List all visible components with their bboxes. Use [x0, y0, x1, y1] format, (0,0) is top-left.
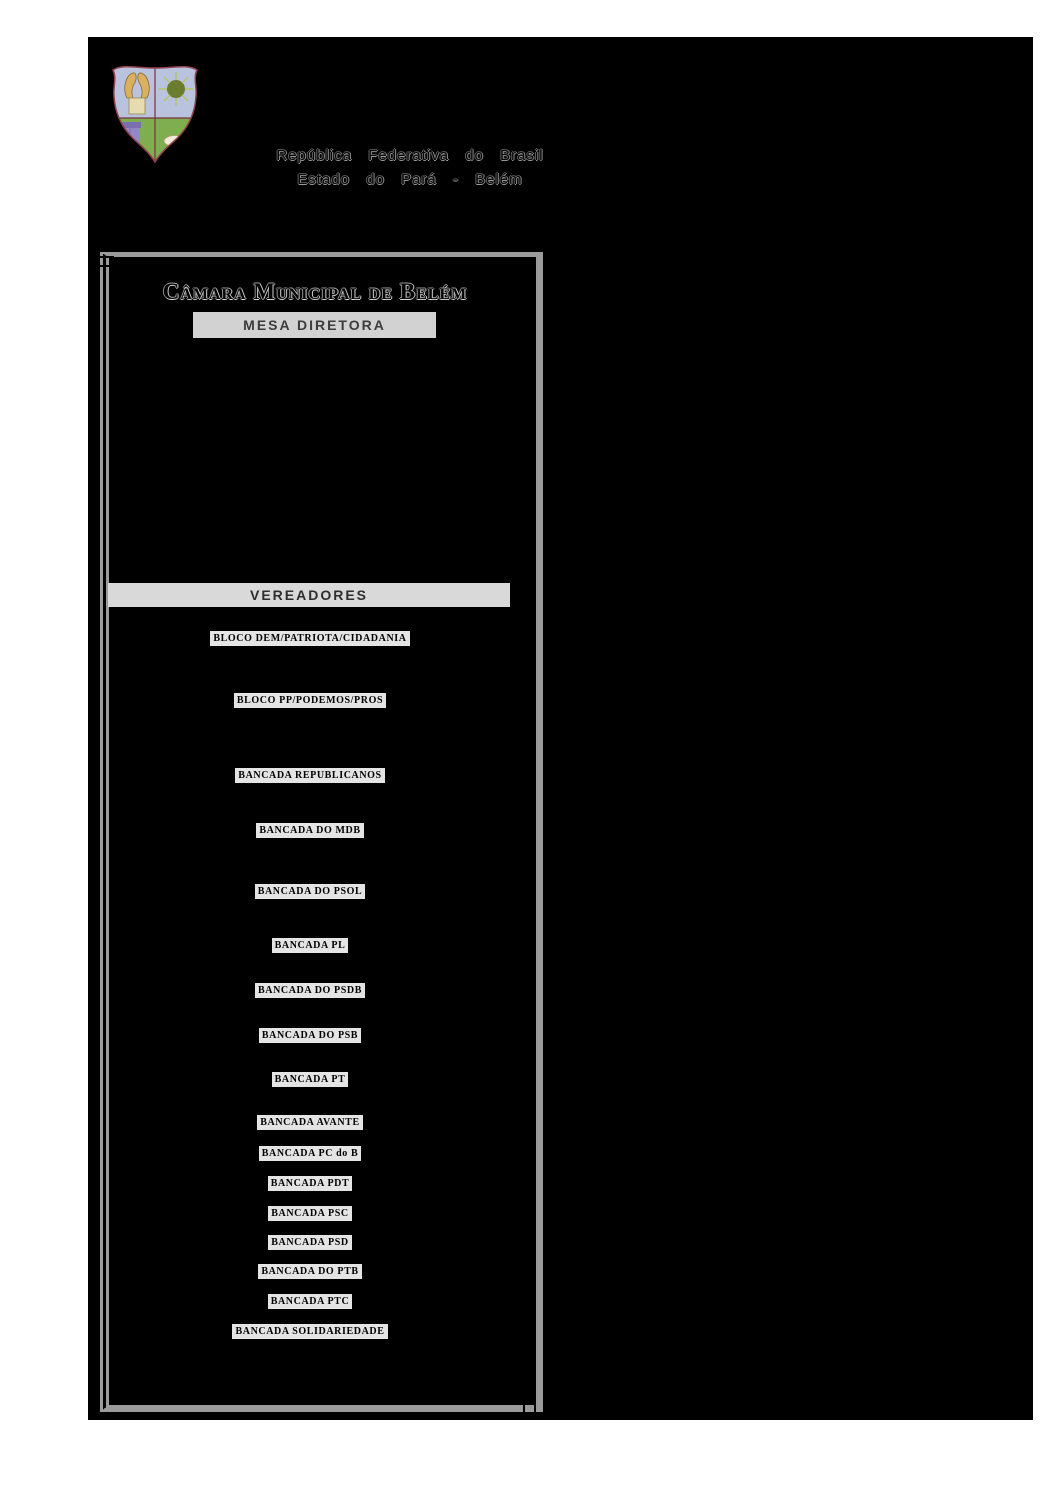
- group-chip: BANCADA AVANTE: [257, 1115, 362, 1130]
- group-chip: BANCADA DO PSB: [259, 1028, 361, 1043]
- header-country-line: República Federativa do Brasil: [276, 147, 544, 164]
- group-chip: BANCADA PSD: [268, 1235, 351, 1250]
- group-chip: BANCADA PT: [272, 1072, 349, 1087]
- group-label-bancada-pt: [109, 1069, 511, 1087]
- group-label-bancada-psdb: [109, 980, 511, 998]
- group-label-bloco-pp-podemos-pros: [109, 690, 511, 708]
- group-chip: BANCADA PL: [272, 938, 349, 953]
- section-mark-bottom-right: [523, 1399, 536, 1413]
- group-label-bancada-mdb: [109, 820, 511, 838]
- group-label-bancada-psc: [109, 1203, 511, 1221]
- mesa-diretora-label: MESA DIRETORA: [243, 317, 386, 333]
- content-frame: [100, 252, 543, 1412]
- group-chip: BANCADA REPUBLICANOS: [235, 768, 384, 783]
- group-chip: BLOCO PP/PODEMOS/PROS: [234, 693, 386, 708]
- group-chip: BANCADA PC do B: [259, 1146, 362, 1161]
- group-chip: BANCADA PTC: [268, 1294, 353, 1309]
- group-label-bancada-pl: [109, 935, 511, 953]
- group-label-bancada-ptc: [109, 1291, 511, 1309]
- group-label-bancada-pdt: [109, 1173, 511, 1191]
- group-chip: BANCADA DO MDB: [256, 823, 363, 838]
- header-state-line: Estado do Pará - Belém: [297, 171, 523, 188]
- group-chip: BLOCO DEM/PATRIOTA/CIDADANIA: [210, 631, 409, 646]
- belem-coat-of-arms-icon: [103, 62, 207, 166]
- vereadores-label: VEREADORES: [249, 587, 369, 603]
- group-label-bancada-ptb: [109, 1261, 511, 1279]
- group-chip: BANCADA PDT: [268, 1176, 353, 1191]
- vereadores-header: [108, 583, 510, 607]
- mesa-diretora-header: [193, 312, 436, 338]
- page-content-canvas: [88, 37, 1033, 1420]
- group-label-bancada-psb: [109, 1025, 511, 1043]
- group-chip: BANCADA SOLIDARIEDADE: [232, 1324, 387, 1339]
- chamber-title: Câmara Municipal de Belém: [162, 279, 468, 304]
- group-label-bloco-dem-patriota-cidadania: [109, 628, 511, 646]
- group-label-bancada-republicanos: [109, 765, 511, 783]
- group-chip: BANCADA DO PSOL: [255, 884, 366, 899]
- group-label-bancada-avante: [109, 1112, 511, 1130]
- group-label-bancada-pcdob: [109, 1143, 511, 1161]
- group-chip: BANCADA PSC: [268, 1206, 351, 1221]
- group-label-bancada-psol: [109, 881, 511, 899]
- group-chip: BANCADA DO PSDB: [255, 983, 365, 998]
- group-chip: BANCADA DO PTB: [258, 1264, 361, 1279]
- group-label-bancada-psd: [109, 1232, 511, 1250]
- group-label-bancada-solidariedade: [109, 1321, 511, 1339]
- section-mark-top-left: [97, 256, 114, 267]
